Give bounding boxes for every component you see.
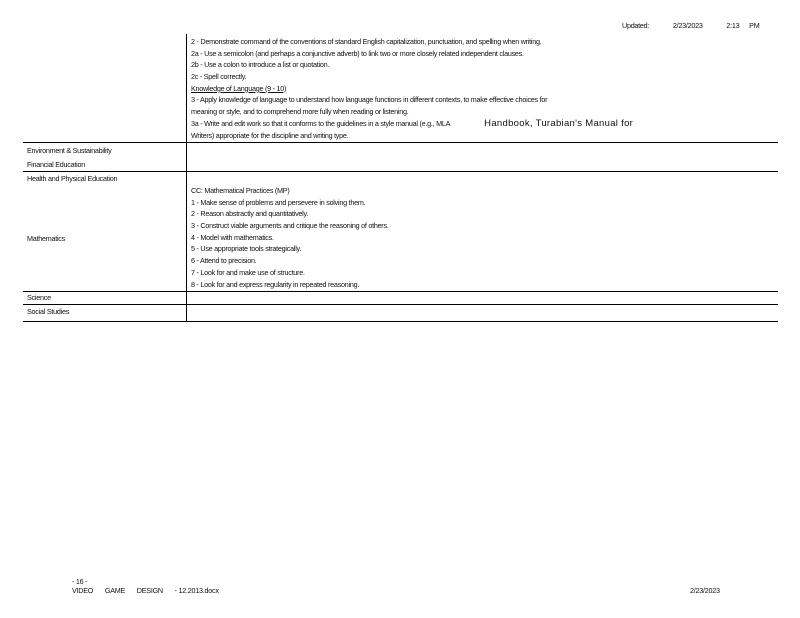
updated-stamp bbox=[622, 21, 781, 30]
row-divider bbox=[23, 142, 778, 143]
math-line: 3 - Construct viable arguments and critique the reasoning of others. bbox=[191, 221, 389, 231]
ela-section-heading: Knowledge of Language (9 - 10) bbox=[191, 83, 287, 93]
math-standards-cell bbox=[191, 185, 389, 290]
row-label-line: Environment & Sustainability bbox=[27, 146, 112, 155]
ela-line: 3 - Apply knowledge of language to understand how language functions in different contexts, to make effective choices for bbox=[191, 95, 548, 105]
ela-line-text: 3a - Write and edit work so that it conforms to the guidelines in a style manual (e.g., MLA bbox=[191, 118, 451, 128]
row-label-line: Financial Education bbox=[27, 160, 85, 169]
footer-file-part: - 12.2013.docx bbox=[174, 586, 219, 595]
updated-label: Updated: bbox=[622, 21, 650, 30]
row-label-science: Science bbox=[27, 293, 51, 302]
footer-date: 2/23/2023 bbox=[690, 586, 720, 595]
ela-line: 2c - Spell correctly. bbox=[191, 72, 247, 82]
column-divider bbox=[186, 34, 187, 322]
ela-line: Writers) appropriate for the discipline and writing type. bbox=[191, 130, 349, 140]
row-label-social-studies: Social Studies bbox=[27, 307, 70, 316]
ela-standards-cell bbox=[191, 36, 633, 141]
row-label-mathematics: Mathematics bbox=[27, 234, 65, 243]
footer-file-part: DESIGN bbox=[136, 586, 163, 595]
ela-line: 2a - Use a semicolon (and perhaps a conjunctive adverb) to link two or more closely related independent clauses. bbox=[191, 48, 524, 58]
math-line: CC: Mathematical Practices (MP) bbox=[191, 186, 290, 195]
math-line: 5 - Use appropriate tools strategically. bbox=[191, 244, 302, 254]
ela-line: 2 - Demonstrate command of the conventions of standard English capitalization, punctuation, and spelling when writing. bbox=[191, 37, 542, 46]
updated-time: 2:13 bbox=[726, 21, 740, 30]
row-divider bbox=[23, 304, 778, 305]
updated-ampm: PM bbox=[749, 21, 760, 30]
ela-line: 2b - Use a colon to introduce a list or quotation. bbox=[191, 60, 330, 70]
footer-filename bbox=[72, 586, 229, 595]
ela-line-tail: Handbook, Turabian's Manual for bbox=[484, 117, 634, 129]
table-bottom-border bbox=[23, 321, 778, 322]
math-line: 4 - Model with mathematics. bbox=[191, 232, 274, 242]
row-divider bbox=[23, 171, 778, 172]
math-line: 6 - Attend to precision. bbox=[191, 256, 257, 266]
page-number: - 16 - bbox=[72, 577, 88, 586]
ela-line bbox=[191, 118, 633, 130]
updated-date: 2/23/2023 bbox=[672, 21, 703, 30]
standards-table bbox=[23, 34, 778, 322]
ela-line: meaning or style, and to comprehend more fully when reading or listening. bbox=[191, 107, 409, 117]
footer-file-part: VIDEO bbox=[72, 586, 94, 595]
footer-file-part: GAME bbox=[104, 586, 126, 595]
row-label-health: Health and Physical Education bbox=[27, 174, 118, 183]
row-divider bbox=[23, 291, 778, 292]
math-line: 1 - Make sense of problems and persevere in solving them. bbox=[191, 197, 366, 207]
row-label-environment bbox=[27, 144, 112, 172]
math-line: 7 - Look for and make use of structure. bbox=[191, 267, 305, 277]
math-line: 8 - Look for and express regularity in repeated reasoning. bbox=[191, 279, 360, 289]
math-line: 2 - Reason abstractly and quantitatively. bbox=[191, 209, 309, 219]
